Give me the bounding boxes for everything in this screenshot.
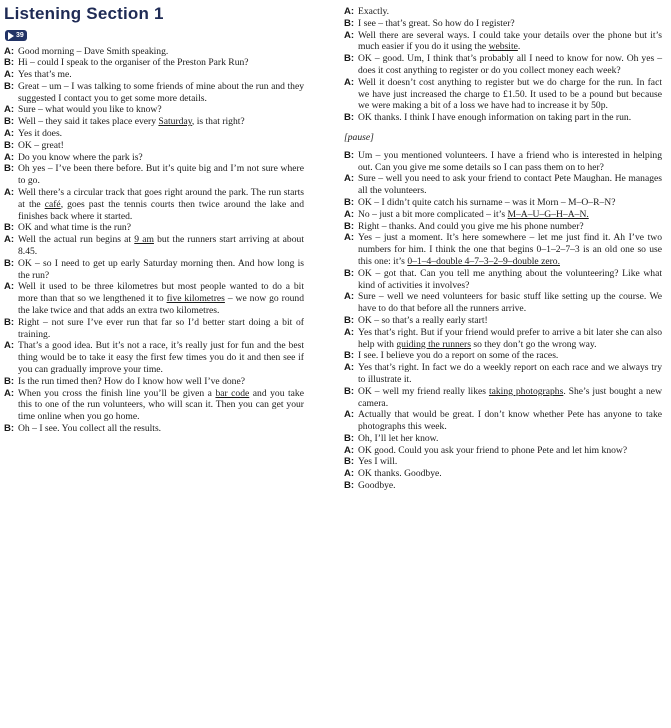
transcript-right-bottom [344,150,662,492]
dialogue-text [358,30,662,53]
dialogue-line [4,163,304,187]
speaker-label: B: [344,480,355,492]
dialogue-line [344,468,662,480]
dialogue-text [18,258,304,281]
dialogue-line [344,480,662,492]
speaker-label: A: [344,291,355,303]
text-segment: OK – good. Um, I think that’s probably all I need to know for now. Oh yes – does it cost anything to register or do you collect money each week? [358,53,662,76]
speaker-label: B: [4,116,15,128]
section-title: Listening Section 1 [4,4,164,23]
answer-underlined: website [488,41,518,53]
dialogue-line [4,187,304,222]
dialogue-text [358,445,627,456]
dialogue-line [4,152,304,164]
speaker-label: A: [4,281,15,293]
text-segment: Yes – just a moment. It’s here somewhere – let me just find it. Ah I’ve two numbers for him. I think the one that begins 0–1–2–7–3 is an old one so use this one: it’s [358,232,662,267]
transcript-left [4,46,304,435]
answer-underlined: M–A–U–G–H–A–N. [507,208,589,220]
text-segment: but the runners start arriving at about 8.45. [18,234,304,258]
dialogue-line [4,104,304,116]
text-segment: Yes that’s right. But if your friend would prefer to arrive a bit later she can also help with [358,326,662,350]
text-segment: Exactly. [358,6,390,17]
dialogue-text [18,57,249,68]
dialogue-line [344,6,662,18]
dialogue-line [344,173,662,197]
text-segment: Right – thanks. And could you give me his phone number? [358,220,584,232]
speaker-label: B: [344,385,355,397]
text-segment: OK – well my friend really likes [358,385,489,397]
dialogue-text [358,315,488,326]
answer-underlined: café [44,198,61,210]
text-segment: OK good. Could you ask your friend to phone Pete and let him know? [358,444,628,456]
text-segment: Sure – well we need volunteers for basic stuff like setting up the course. We have to do that before all the runners arrive. [358,291,662,315]
track-number: 39 [16,32,24,39]
dialogue-line [344,445,662,457]
dialogue-text [358,221,584,232]
text-segment: and you take this to one of the run volunteers, who will scan it. Then you can get your time online when you go home. [18,387,304,423]
dialogue-text [18,104,162,115]
text-segment: OK thanks. I think I have enough information on taking part in the run. [358,112,632,124]
dialogue-text [358,150,662,173]
speaker-label: A: [344,326,355,338]
left-column [4,0,304,435]
speaker-label: B: [344,314,355,326]
speaker-label: A: [4,340,15,352]
speaker-label: A: [344,208,355,220]
text-segment: Um – you mentioned volunteers. I have a friend who is interested in helping out. Can you give me some details so I can pass them on to her? [358,149,662,173]
dialogue-line [344,456,662,468]
play-icon [8,32,14,40]
dialogue-line [4,340,304,375]
answer-underlined: five kilometres [166,293,225,305]
speaker-label: A: [344,29,355,41]
dialogue-text [18,423,161,434]
dialogue-line [344,315,662,327]
text-segment: Yes it does. [18,128,63,140]
speaker-label: B: [344,17,355,29]
text-segment: Hi – could I speak to the organiser of the Preston Park Run? [18,57,249,69]
dialogue-text [18,163,304,186]
dialogue-text [18,222,131,233]
dialogue-text [358,362,662,385]
text-segment: I see. I believe you do a report on some of the races. [358,350,559,362]
text-segment: . [517,41,521,53]
dialogue-text [358,327,662,350]
speaker-label: B: [344,267,355,279]
dialogue-text [18,152,143,163]
text-segment: OK – got that. Can you tell me anything about the volunteering? Like what kind of activities it involves? [358,267,662,291]
dialogue-text [18,281,304,316]
text-segment: Well it used to be three kilometres but most people wanted to do a bit more than that so we lengthened it to [18,281,304,305]
speaker-label: A: [4,45,15,57]
speaker-label: A: [344,173,355,185]
speaker-label: B: [344,432,355,444]
dialogue-text [18,140,64,151]
text-segment: , goes past the tennis courts then twice around the lake and finishes back where it started. [18,198,304,222]
dialogue-text [358,480,396,491]
speaker-label: B: [344,196,355,208]
dialogue-line [344,30,662,54]
speaker-label: B: [4,257,15,269]
dialogue-text [18,46,168,57]
speaker-label: B: [4,375,15,387]
text-segment: Oh – I see. You collect all the results. [18,423,162,434]
dialogue-text [358,468,442,479]
dialogue-line [4,317,304,341]
speaker-label: A: [4,69,15,81]
text-segment: OK – so I need to get up early Saturday morning then. And how long is the run? [18,257,304,281]
dialogue-line [344,386,662,410]
dialogue-line [4,388,304,423]
speaker-label: A: [4,187,15,199]
dialogue-line [4,116,304,128]
audio-track-button[interactable] [5,30,27,41]
dialogue-line [4,81,304,105]
text-segment: OK thanks. Goodbye. [358,468,442,480]
dialogue-text [18,388,304,423]
dialogue-line [344,18,662,30]
speaker-label: B: [4,222,15,234]
text-segment: Good morning – Dave Smith speaking. [18,45,169,57]
speaker-label: B: [344,53,355,65]
text-segment: OK – great! [18,139,64,151]
speaker-label: B: [4,316,15,328]
dialogue-line [344,209,662,221]
dialogue-text [358,197,616,208]
dialogue-line [344,150,662,174]
dialogue-line [344,112,662,124]
text-segment: OK and what time is the run? [18,222,131,234]
dialogue-line [344,268,662,292]
text-segment: No – just a bit more complicated – it’s [358,208,508,220]
text-segment: Is the run timed then? How do I know how well I’ve done? [18,375,245,387]
text-segment: Great – um – I was talking to some friends of mine about the run and they suggested I contact you to get some more details. [18,80,304,104]
dialogue-text [18,187,304,222]
text-segment: Yes I will. [358,456,398,468]
dialogue-line [4,258,304,282]
speaker-label: A: [4,234,15,246]
speaker-label: B: [4,80,15,92]
speaker-label: A: [4,387,15,399]
dialogue-text [358,53,662,76]
text-segment: Goodbye. [358,480,396,492]
text-segment: Sure – well you need to ask your friend to contact Pete Maughan. He manages all the volunteers. [358,173,662,197]
dialogue-line [344,409,662,433]
text-segment: – we now go round the lake twice and that adds an extra two kilometres. [18,293,305,317]
speaker-label: A: [344,6,355,17]
speaker-label: B: [344,456,355,468]
dialogue-line [4,423,304,435]
text-segment: Right – not sure I’ve ever run that far so I’d better start doing a bit of training. [18,316,304,340]
dialogue-text [18,69,72,80]
text-segment: Yes that’s right. In fact we do a weekly report on each race and we always try to illustrate it. [358,362,662,385]
dialogue-line [344,77,662,112]
text-segment: That’s a good idea. But it’s not a race, it’s really just for fun and the best thing would be to take it easy the first few times you do it and then see if you can gradually improve your time. [18,340,304,376]
dialogue-text [358,18,515,29]
dialogue-text [18,116,245,127]
dialogue-text [358,77,662,112]
text-segment: When you cross the finish line you’ll be given a [18,387,216,399]
dialogue-text [358,268,662,291]
dialogue-text [358,291,662,314]
speaker-label: A: [344,409,355,421]
speaker-label: B: [4,139,15,151]
right-column [344,0,662,492]
dialogue-line [4,69,304,81]
dialogue-line [4,222,304,234]
dialogue-line [344,327,662,351]
text-segment: I see – that’s great. So how do I register? [358,17,515,29]
speaker-label: B: [344,220,355,232]
text-segment: Oh yes – I’ve been there before. But it’s quite big and I’m not sure where to go. [18,163,304,187]
dialogue-line [4,281,304,316]
speaker-label: A: [344,468,355,480]
text-segment: . She’s just bought a new camera. [358,385,662,409]
speaker-label: A: [344,362,355,374]
dialogue-line [344,232,662,267]
dialogue-line [4,128,304,140]
dialogue-line [344,350,662,362]
text-segment: Yes that’s me. [18,69,72,81]
dialogue-text [358,409,662,432]
dialogue-text [358,350,558,361]
speaker-label: A: [4,104,15,116]
speaker-label: B: [4,423,15,434]
speaker-label: A: [344,232,355,244]
answer-underlined: Saturday [158,116,192,128]
dialogue-text [358,173,662,196]
dialogue-line [344,433,662,445]
dialogue-text [18,376,245,387]
dialogue-text [358,209,589,220]
text-segment: Well there are several ways. I could take your details over the phone but it’s much easier if you do it using the [358,29,662,53]
text-segment: OK – I didn’t quite catch his surname – was it Morn – M–O–R–N? [358,196,616,208]
dialogue-text [18,234,304,257]
transcript-right-top [344,6,662,124]
dialogue-text [358,456,397,467]
text-segment: Well – they said it takes place every [18,116,159,128]
answer-underlined: bar code [215,387,250,399]
speaker-label: B: [344,350,355,362]
dialogue-line [344,221,662,233]
dialogue-text [358,112,631,123]
answer-underlined: guiding the runners [396,338,471,350]
dialogue-line [4,46,304,58]
dialogue-text [18,340,304,375]
dialogue-line [344,197,662,209]
speaker-label: A: [344,76,355,88]
pause-marker: [pause] [344,131,374,143]
dialogue-text [18,81,304,104]
text-segment: Well the actual run begins at [18,234,135,246]
dialogue-line [344,53,662,77]
text-segment: OK – so that’s a really early start! [358,314,488,326]
dialogue-line [344,362,662,386]
speaker-label: A: [344,444,355,456]
text-segment: Well there’s a circular track that goes right around the park. The run starts at the [18,187,304,210]
dialogue-text [18,317,304,340]
dialogue-text [18,128,62,139]
dialogue-text [358,6,389,17]
text-segment: Actually that would be great. I don’t know whether Pete has anyone to take photographs this week. [358,409,662,433]
speaker-label: B: [344,112,355,124]
dialogue-text [358,433,438,444]
dialogue-text [358,386,662,409]
text-segment: Sure – what would you like to know? [18,104,162,116]
speaker-label: A: [4,151,15,163]
dialogue-line [344,291,662,315]
text-segment: Do you know where the park is? [18,151,143,163]
answer-underlined: taking photographs [488,385,564,397]
answer-underlined: 0–1–4–double 4–7–3–2–9–double zero. [407,255,560,267]
answer-underlined: 9 am [134,234,154,246]
speaker-label: B: [344,149,355,161]
speaker-label: A: [4,128,15,140]
dialogue-line [4,376,304,388]
dialogue-line [4,140,304,152]
text-segment: Well it doesn’t cost anything to register but we do charge for the run. In fact we have just increased the charge to £1.50. It used to be a pound but because we were making a bit of a loss we have had to increase it by 50p. [358,76,662,112]
dialogue-line [4,57,304,69]
text-segment: so they don’t go the wrong way. [470,338,597,350]
text-segment: , is that right? [191,116,245,128]
text-segment: Oh, I’ll let her know. [358,432,439,444]
dialogue-line [4,234,304,258]
speaker-label: B: [4,57,15,69]
dialogue-text [358,232,662,267]
speaker-label: B: [4,163,15,175]
